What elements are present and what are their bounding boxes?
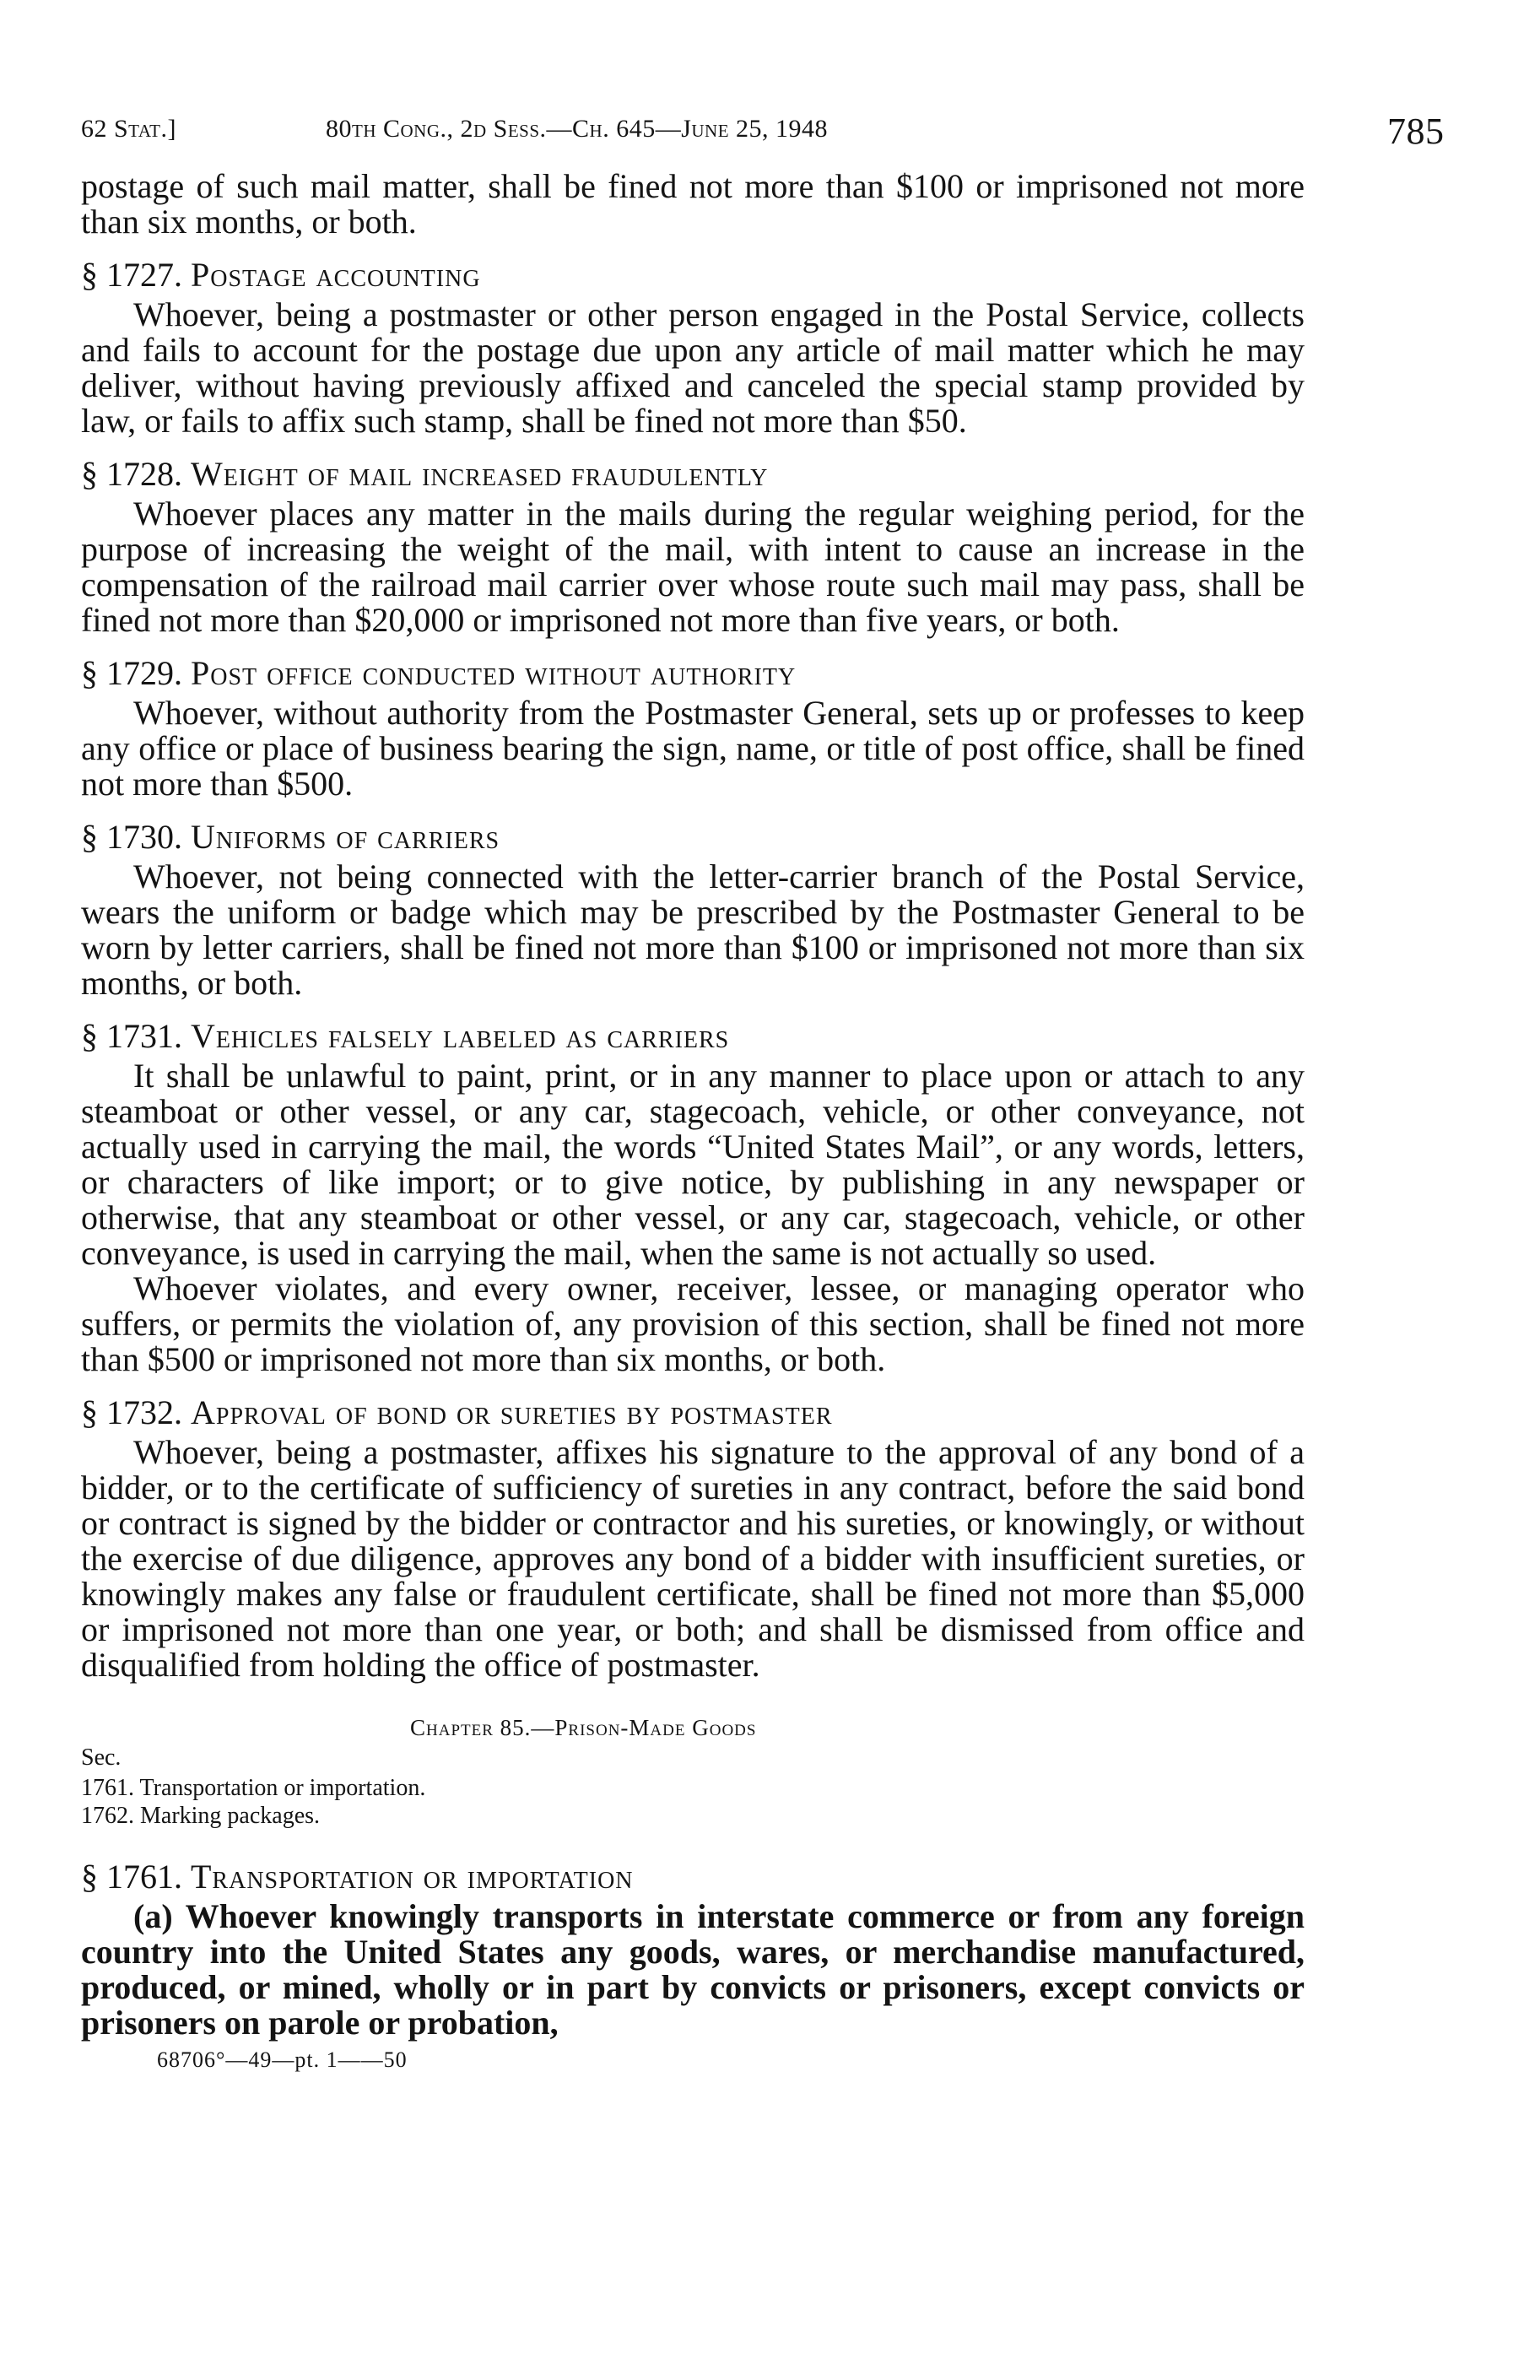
section-title: Post office conducted without authority [191, 654, 797, 692]
section-1727 [81, 257, 1305, 439]
statute-reference: 62 Stat.] [81, 115, 176, 143]
section-paragraph: Whoever violates, and every owner, receiver, lessee, or managing operator who suffers, or permits the violation of, any provision of this section, shall be fined not more than $500 or imprisoned not more than six months, or both. [81, 1269, 1305, 1378]
sec-label: Sec. [81, 1744, 122, 1771]
section-1731 [81, 1018, 1305, 1377]
toc-entry: 1761. Transportation or importation. [81, 1775, 426, 1801]
continued-paragraph: postage of such mail matter, shall be fined not more than $100 or imprisoned not more than six months, or both. [81, 167, 1305, 241]
section-heading [81, 1858, 1305, 1896]
section-title: Transportation or importation [191, 1858, 634, 1896]
section-heading [81, 257, 1305, 294]
section-title: Weight of mail increased fraudulently [191, 455, 769, 493]
running-header [81, 110, 1445, 169]
section-heading [81, 655, 1305, 692]
section-number: § 1727. [81, 256, 182, 294]
section-paragraph: Whoever, not being connected with the letter-carrier branch of the Postal Service, wears the uniform or badge which may be prescribed by the Postmaster General to be worn by letter carriers, shall be fined not more than $100 or imprisoned not more than six months, or both. [81, 857, 1305, 1002]
section-number: § 1761. [81, 1858, 182, 1896]
section-title: Uniforms of carriers [191, 818, 500, 856]
section-number: § 1729. [81, 654, 182, 692]
section-number: § 1730. [81, 818, 182, 856]
chapter-85-block [81, 1715, 1305, 1842]
section-paragraph: Whoever places any matter in the mails during the regular weighing period, for the purpose of increasing the weight of the mail, with intent to cause an increase in the compensation of the railroad mail carrier over whose route such mail may pass, shall be fined not more than $20,000 or imprisoned not more than five years, or both. [81, 495, 1305, 639]
section-1729 [81, 655, 1305, 802]
section-heading [81, 1018, 1305, 1055]
section-number: § 1728. [81, 455, 182, 493]
section-number: § 1732. [81, 1393, 182, 1431]
section-paragraph: Whoever, being a postmaster or other person engaged in the Postal Service, collects and fails to account for the postage due upon any article of mail matter which he may deliver, without having previously affixed and canceled the special stamp provided by law, or fails to affix such stamp, shall be fined not more than $50. [81, 295, 1305, 440]
section-1732 [81, 1394, 1305, 1683]
section-title: Approval of bond or sureties by postmaster [191, 1393, 833, 1431]
section-heading [81, 1394, 1305, 1431]
section-title: Vehicles falsely labeled as carriers [191, 1017, 730, 1055]
section-paragraph: (a) Whoever knowingly transports in interstate commerce or from any foreign country into the United States any goods, wares, or merchandise manufactured, produced, or mined, wholly or in part by convicts or prisoners, except convicts or prisoners on parole or probation, [81, 1897, 1305, 2042]
toc-entry: 1762. Marking packages. [81, 1803, 321, 1829]
section-number: § 1731. [81, 1017, 182, 1055]
printer-signature-line: 68706°—49—pt. 1——50 [157, 2047, 408, 2072]
section-title: Postage accounting [191, 256, 481, 294]
section-paragraph: Whoever, being a postmaster, affixes his signature to the approval of any bond of a bidder, or to the certificate of sufficiency of sureties in any contract, before the said bond or contract is signed by the bidder or contractor and his sureties, or knowingly, or without the exercise of due diligence, approves any bond of a bidder with insufficient sureties, or knowingly makes any false or fraudulent certificate, shall be fined not more than $5,000 or imprisoned not more than one year, or both; and shall be dismissed from office and disqualified from holding the office of postmaster. [81, 1433, 1305, 1684]
page-number: 785 [1387, 111, 1445, 152]
section-heading [81, 819, 1305, 856]
document-page [81, 110, 1445, 2073]
section-1761 [81, 1858, 1305, 2041]
chapter-contents [81, 1776, 425, 1831]
session-chapter-date: 80th Cong., 2d Sess.—Ch. 645—June 25, 1948 [326, 115, 829, 143]
section-paragraph: Whoever, without authority from the Postmaster General, sets up or professes to keep any office or place of business bearing the sign, name, or title of post office, shall be fined not more than $500. [81, 694, 1305, 803]
section-paragraph: It shall be unlawful to paint, print, or in any manner to place upon or attach to any steamboat or other vessel, or any car, stagecoach, vehicle, or other conveyance, not actually used in carrying the mail, the words “United States Mail”, or any words, letters, or characters of like import; or to give notice, by publishing in any newspaper or otherwise, that any steamboat or other vessel, or any car, stagecoach, vehicle, or other conveyance, is used in carrying the mail, when the same is not actually so used. [81, 1057, 1305, 1272]
section-1730 [81, 819, 1305, 1001]
section-1728 [81, 456, 1305, 638]
chapter-heading: Chapter 85.—Prison-Made Goods [410, 1715, 757, 1740]
section-heading [81, 456, 1305, 493]
